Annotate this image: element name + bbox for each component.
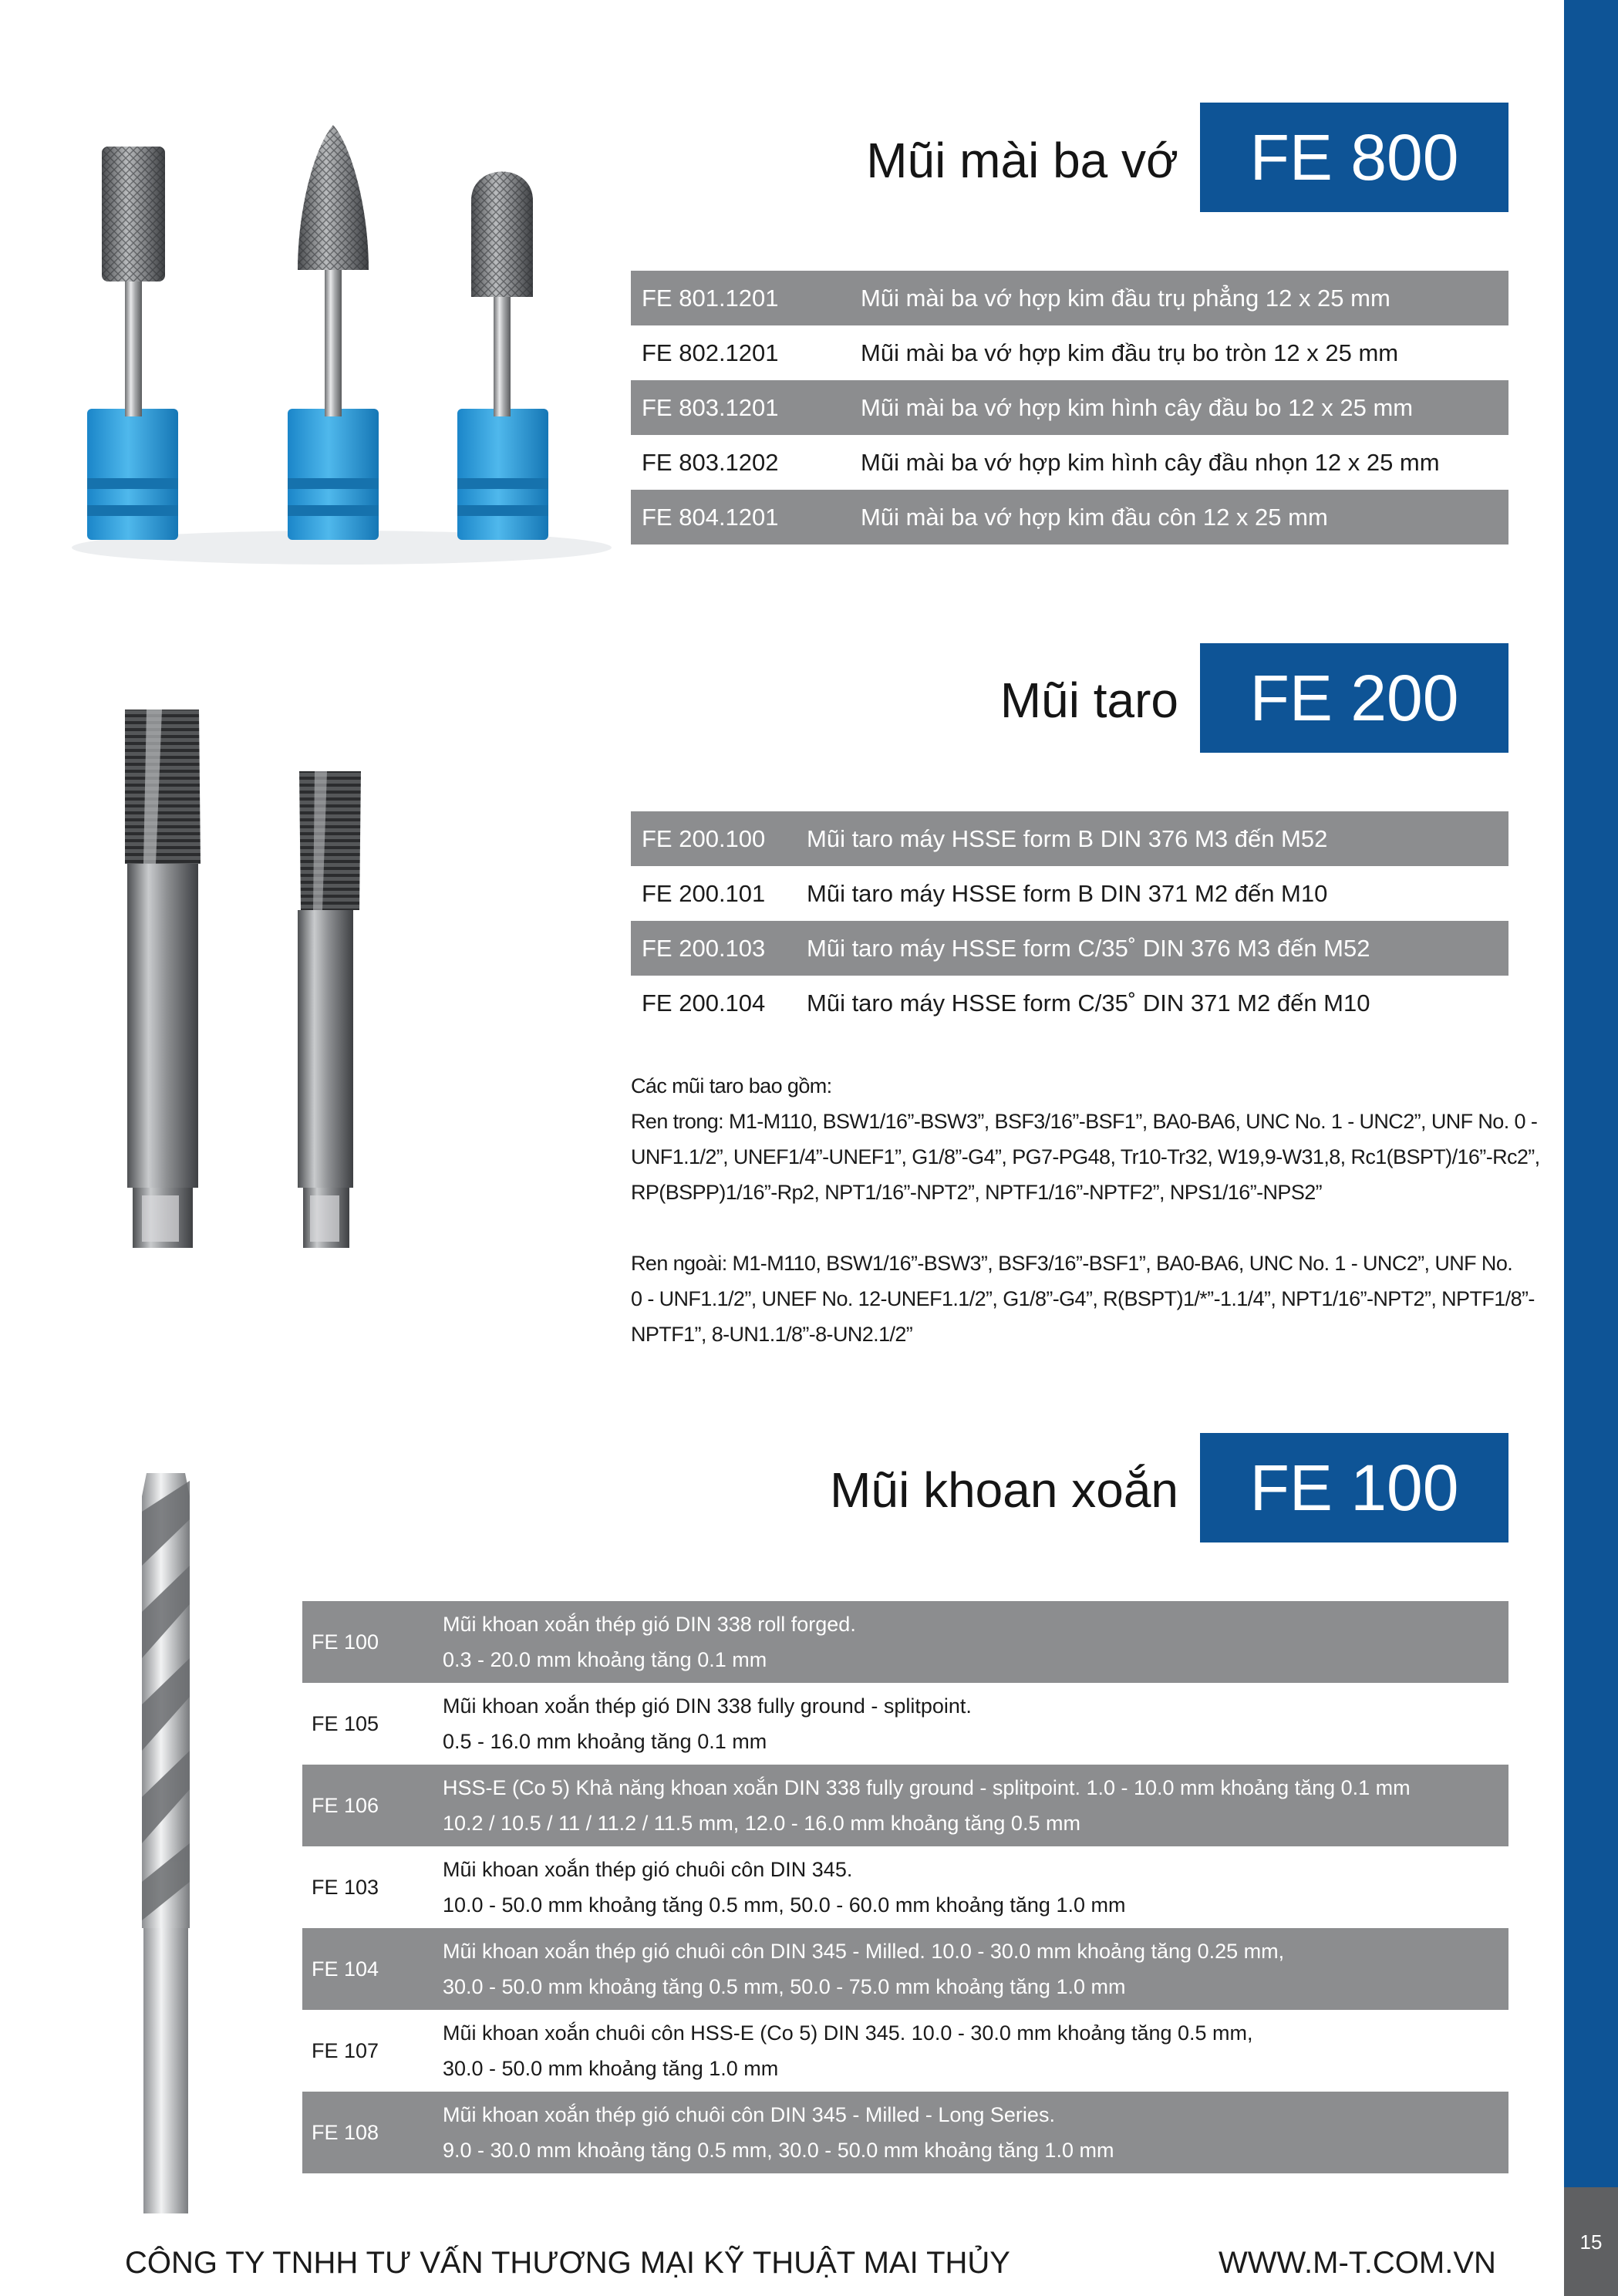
- product-desc: [433, 1765, 1508, 1846]
- table-row: [302, 1846, 1508, 1928]
- product-code: FE 106: [302, 1765, 433, 1846]
- product-code: FE 108: [302, 2092, 433, 2173]
- side-brand-bar: [1564, 0, 1618, 2187]
- product-code: FE 200.100: [631, 811, 796, 866]
- desc-line: 9.0 - 30.0 mm khoảng tăng 0.5 mm, 30.0 - 50.0 mm khoảng tăng 1.0 mm: [443, 2139, 1114, 2162]
- product-desc: Mũi taro máy HSSE form B DIN 376 M3 đến M52: [796, 811, 1508, 866]
- desc-line: 0.3 - 20.0 mm khoảng tăng 0.1 mm: [443, 1648, 767, 1671]
- desc-line: Mũi khoan xoắn chuôi côn HSS-E (Co 5) DIN 345. 10.0 - 30.0 mm khoảng tăng 0.5 mm,: [443, 2021, 1253, 2045]
- product-code: FE 107: [312, 2039, 379, 2062]
- table-row: [631, 325, 1508, 380]
- table-row: [302, 2010, 1508, 2092]
- table-row: [631, 435, 1508, 490]
- carbide-burrs-image: [60, 116, 623, 571]
- product-desc: Mũi mài ba vớ hợp kim đầu trụ phẳng 12 x 25 mm: [850, 271, 1508, 325]
- tap-thread-notes: [631, 1068, 1540, 1352]
- product-code: FE 801.1201: [631, 271, 850, 325]
- notes-external-line: 0 - UNF1.1/2”, UNEF No. 12-UNEF1.1/2”, G1/8”-G4”, R(BSPT)1/*”-1.1/4”, NPT1/16”-NPT2”, NPTF1/8”-: [631, 1287, 1535, 1310]
- product-code: FE 802.1201: [642, 339, 779, 366]
- desc-line: 30.0 - 50.0 mm khoảng tăng 1.0 mm: [443, 2057, 779, 2080]
- section-title-twist-drills: Mũi khoan xoắn: [830, 1462, 1178, 1518]
- taps-image: [116, 686, 362, 1303]
- burrs-table: [631, 271, 1508, 544]
- product-desc: [433, 2010, 1508, 2092]
- product-desc: Mũi taro máy HSSE form C/35˚ DIN 371 M2 đến M10: [807, 989, 1370, 1017]
- notes-external-line: NPTF1”, 8-UN1.1/8”-8-UN2.1/2”: [631, 1323, 913, 1346]
- table-row: [631, 866, 1508, 921]
- table-row: [631, 811, 1508, 866]
- product-code: FE 200.103: [631, 921, 796, 976]
- table-row: [302, 1601, 1508, 1683]
- product-desc: [433, 1601, 1508, 1683]
- product-code: FE 803.1202: [642, 448, 779, 476]
- section-title-burrs: Mũi mài ba vớ: [866, 133, 1178, 188]
- product-code: FE 104: [302, 1928, 433, 2010]
- table-row: [631, 976, 1508, 1030]
- taps-table: [631, 811, 1508, 1030]
- product-code: FE 200.104: [642, 989, 766, 1017]
- notes-internal-line: UNF1.1/2”, UNEF1/4”-UNEF1”, G1/8”-G4”, PG7-PG48, Tr10-Tr32, W19,9-W31,8, Rc1(BSPT)/16”-Rc2”,: [631, 1145, 1540, 1168]
- footer-company-name: CÔNG TY TNHH TƯ VẤN THƯƠNG MẠI KỸ THUẬT MAI THỦY: [125, 2246, 1010, 2280]
- product-code: FE 804.1201: [631, 490, 850, 544]
- product-desc: Mũi mài ba vớ hợp kim hình cây đầu nhọn 12 x 25 mm: [861, 448, 1440, 476]
- desc-line: Mũi khoan xoắn thép gió chuôi côn DIN 345 - Milled - Long Series.: [443, 2103, 1055, 2126]
- section-code-fe100: FE 100: [1200, 1433, 1508, 1542]
- table-row: [631, 271, 1508, 325]
- section-code-fe800: FE 800: [1200, 103, 1508, 212]
- twist-drill-image: [123, 1465, 208, 2221]
- desc-line: HSS-E (Co 5) Khả năng khoan xoắn DIN 338 fully ground - splitpoint. 1.0 - 10.0 mm khoảng tăng 0.1 mm: [443, 1776, 1411, 1799]
- twist-drills-table: [302, 1601, 1508, 2173]
- product-code: FE 103: [312, 1876, 379, 1899]
- table-row: [302, 1928, 1508, 2010]
- desc-line: 30.0 - 50.0 mm khoảng tăng 0.5 mm, 50.0 - 75.0 mm khoảng tăng 1.0 mm: [443, 1975, 1126, 1998]
- table-row: [631, 490, 1508, 544]
- table-row: [631, 921, 1508, 976]
- notes-internal-line: RP(BSPP)1/16”-Rp2, NPT1/16”-NPT2”, NPTF1/16”-NPTF2”, NPS1/16”-NPS2”: [631, 1181, 1323, 1204]
- notes-external-line: Ren ngoài: M1-M110, BSW1/16”-BSW3”, BSF3/16”-BSF1”, BA0-BA6, UNC No. 1 - UNC2”, UNF No.: [631, 1252, 1513, 1275]
- product-desc: Mũi mài ba vớ hợp kim đầu trụ bo tròn 12 x 25 mm: [861, 339, 1399, 366]
- table-row: [302, 1683, 1508, 1765]
- notes-internal-line: Ren trong: M1-M110, BSW1/16”-BSW3”, BSF3/16”-BSF1”, BA0-BA6, UNC No. 1 - UNC2”, UNF No. 0 -: [631, 1110, 1538, 1133]
- product-code: FE 200.101: [642, 879, 766, 907]
- page-number: 15: [1579, 2230, 1603, 2254]
- product-code: FE 100: [302, 1601, 433, 1683]
- product-code: FE 803.1201: [631, 380, 850, 435]
- table-row: [302, 1765, 1508, 1846]
- product-desc: [433, 1846, 1508, 1928]
- desc-line: Mũi khoan xoắn thép gió chuôi côn DIN 345 - Milled. 10.0 - 30.0 mm khoảng tăng 0.25 mm,: [443, 1940, 1285, 1963]
- product-desc: [433, 1928, 1508, 2010]
- footer-website[interactable]: WWW.M-T.COM.VN: [1219, 2246, 1496, 2280]
- desc-line: 10.2 / 10.5 / 11 / 11.2 / 11.5 mm, 12.0 - 16.0 mm khoảng tăng 0.5 mm: [443, 1812, 1080, 1835]
- product-desc: [433, 2092, 1508, 2173]
- desc-line: Mũi khoan xoắn thép gió chuôi côn DIN 345.: [443, 1858, 853, 1881]
- section-title-taps: Mũi taro: [999, 673, 1178, 728]
- desc-line: 0.5 - 16.0 mm khoảng tăng 0.1 mm: [443, 1730, 767, 1753]
- section-code-fe200: FE 200: [1200, 643, 1508, 753]
- desc-line: 10.0 - 50.0 mm khoảng tăng 0.5 mm, 50.0 - 60.0 mm khoảng tăng 1.0 mm: [443, 1893, 1126, 1917]
- product-desc: Mũi taro máy HSSE form B DIN 371 M2 đến M10: [807, 879, 1328, 907]
- desc-line: Mũi khoan xoắn thép gió DIN 338 roll forged.: [443, 1613, 856, 1636]
- product-code: FE 105: [312, 1712, 379, 1735]
- product-desc: Mũi mài ba vớ hợp kim đầu côn 12 x 25 mm: [850, 490, 1508, 544]
- desc-line: Mũi khoan xoắn thép gió DIN 338 fully ground - splitpoint.: [443, 1694, 972, 1718]
- table-row: [302, 2092, 1508, 2173]
- notes-intro: Các mũi taro bao gồm:: [631, 1074, 832, 1097]
- product-desc: Mũi taro máy HSSE form C/35˚ DIN 376 M3 đến M52: [796, 921, 1508, 976]
- product-desc: [433, 1683, 1508, 1765]
- table-row: [631, 380, 1508, 435]
- product-desc: Mũi mài ba vớ hợp kim hình cây đầu bo 12 x 25 mm: [850, 380, 1508, 435]
